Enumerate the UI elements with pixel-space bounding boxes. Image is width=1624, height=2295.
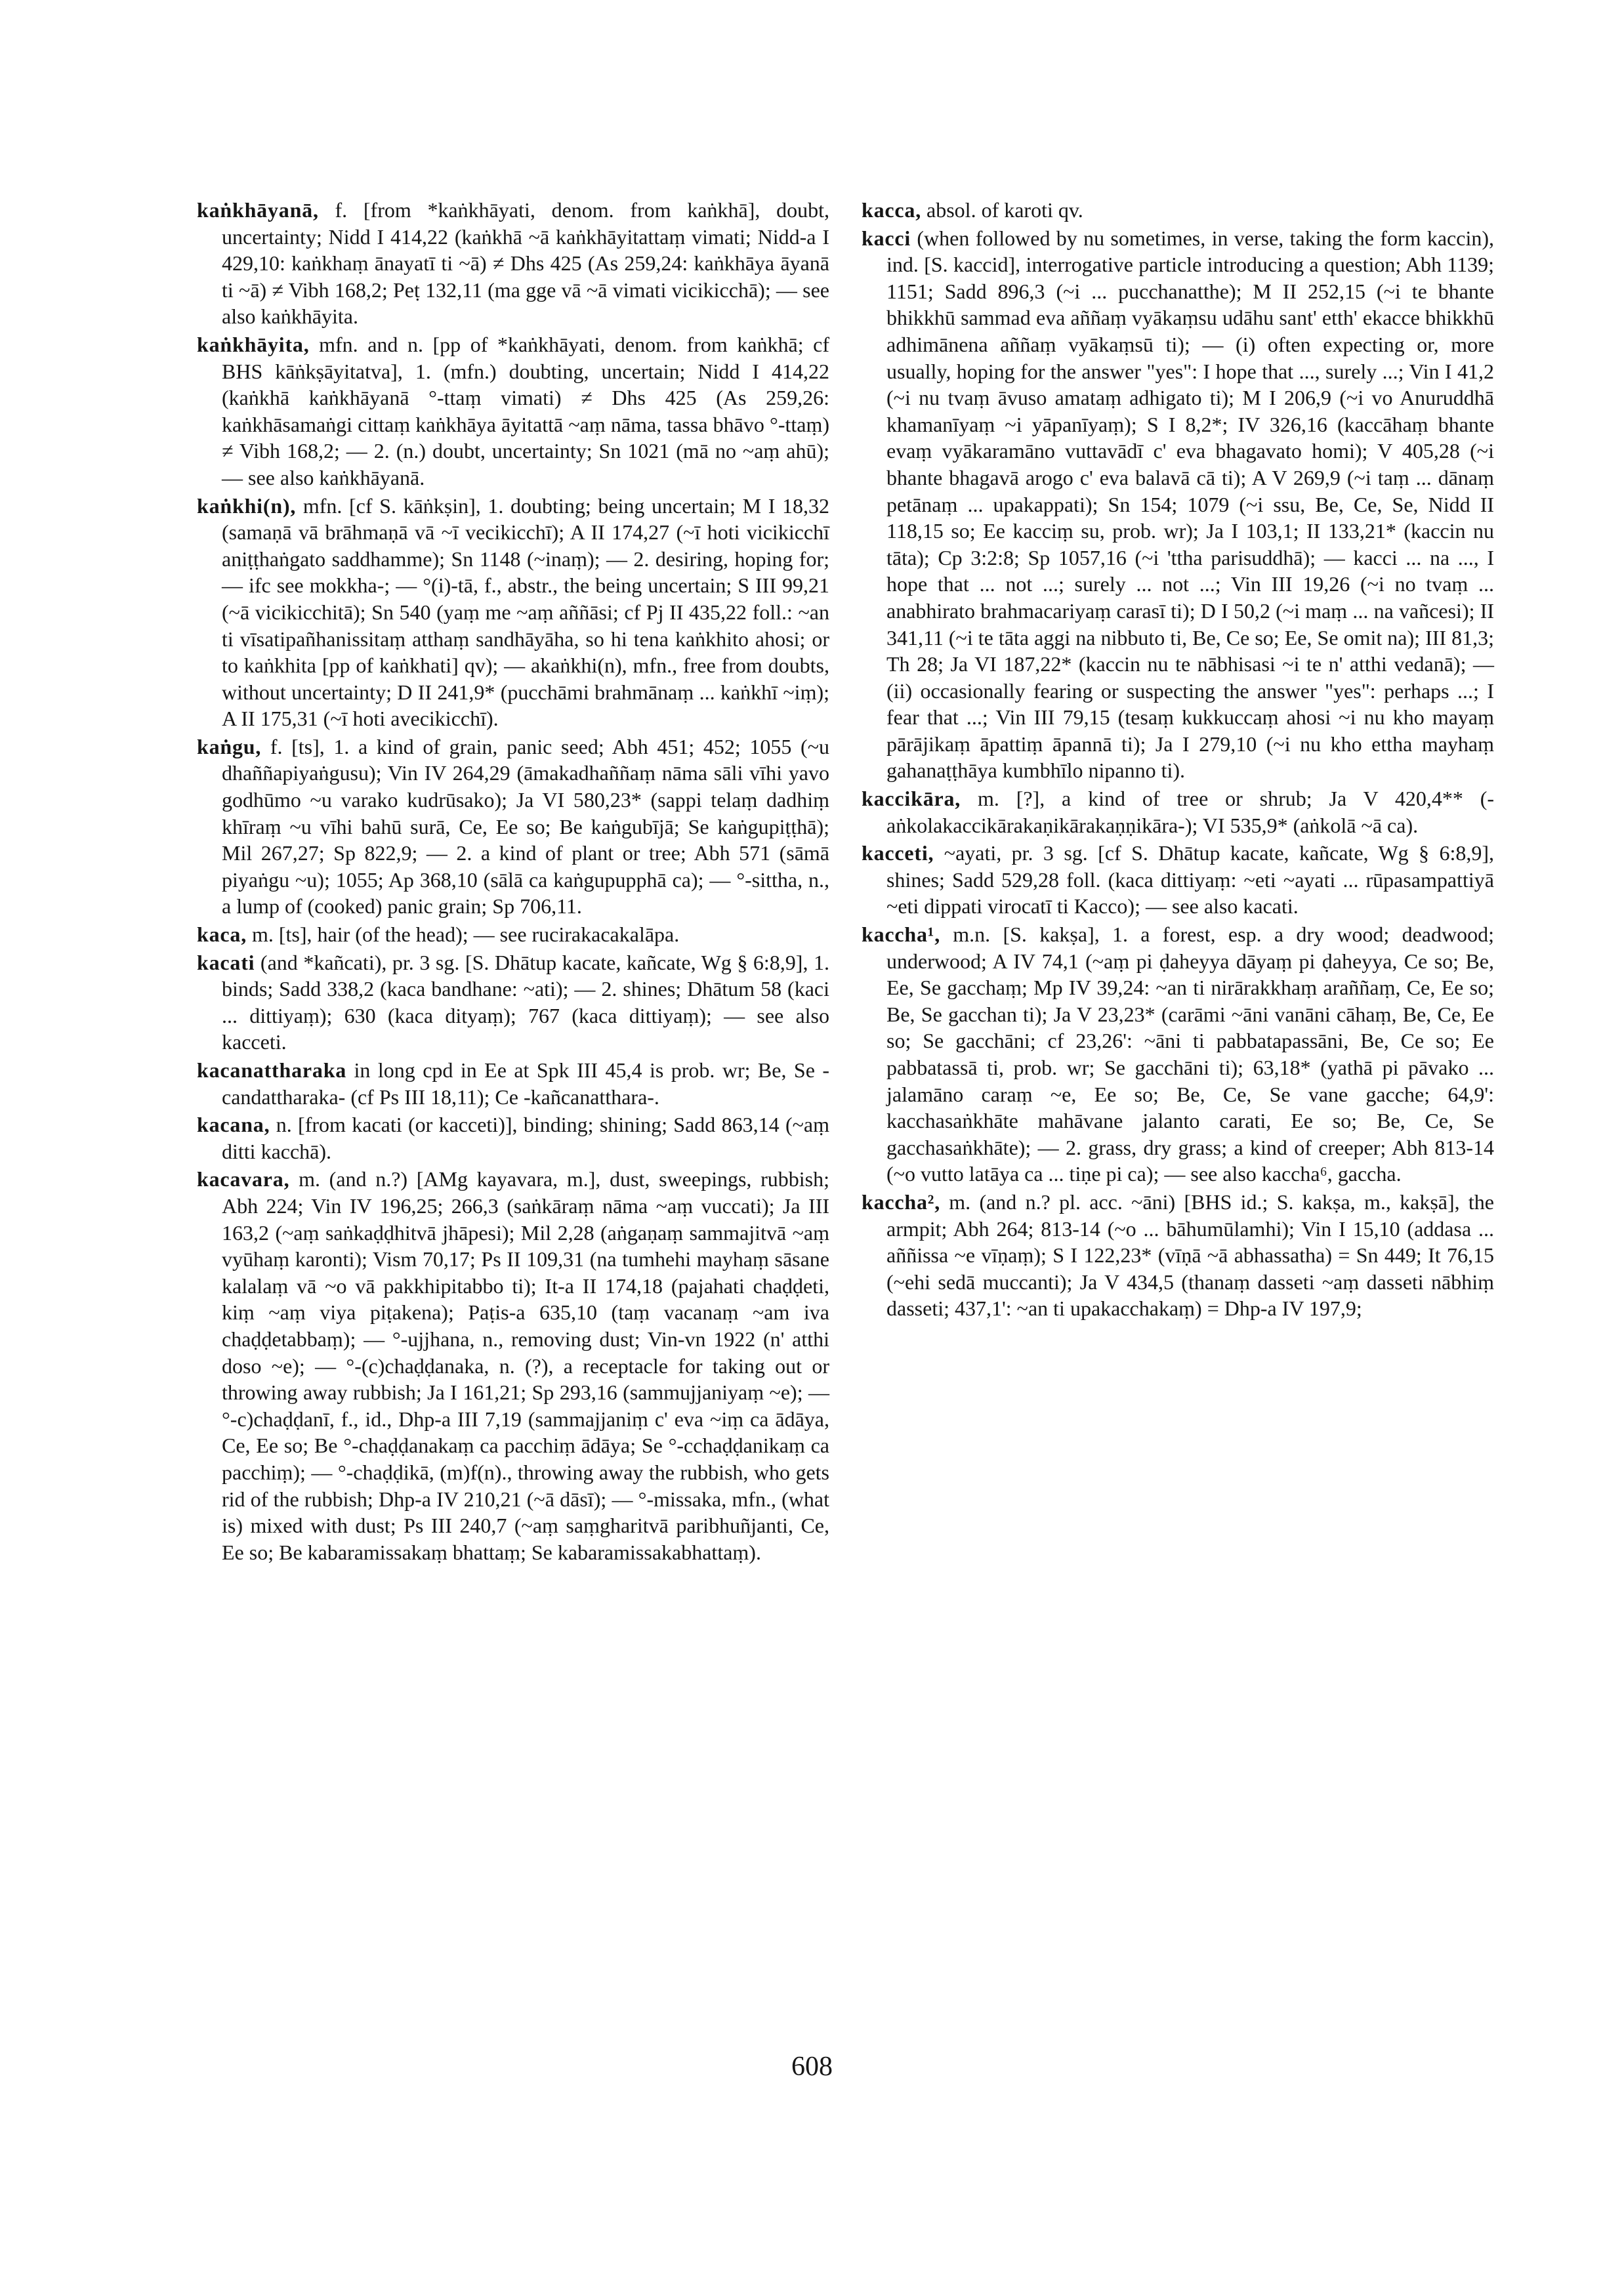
dictionary-entry xyxy=(197,1166,829,1565)
dictionary-entry xyxy=(197,197,829,330)
entry-headword: kaṅkhāyanā, xyxy=(197,198,319,222)
dictionary-entry xyxy=(862,840,1494,920)
entry-headword: kacanattharaka xyxy=(197,1058,347,1082)
dictionary-entry xyxy=(197,331,829,491)
dictionary-entry xyxy=(197,1057,829,1110)
dictionary-entry xyxy=(862,921,1494,1188)
dictionary-entry xyxy=(862,197,1494,224)
entry-body: absol. of karoti qv. xyxy=(921,198,1083,222)
dictionary-entry xyxy=(197,1111,829,1165)
entry-headword: kacana, xyxy=(197,1113,270,1137)
entry-body: m. [?], a kind of tree or shrub; Ja V 420,4** (-aṅkolakaccikārakaṇikārakaṇṇikāra-); VI 535,9* (aṅkolā ~ā ca). xyxy=(886,787,1494,837)
entry-headword: kacca, xyxy=(862,198,922,222)
entry-headword: kacavara, xyxy=(197,1167,290,1191)
dictionary-entry xyxy=(862,1189,1494,1322)
entry-headword: kaccha², xyxy=(862,1189,940,1214)
entry-body: (when followed by nu sometimes, in verse, taking the form kaccin), ind. [S. kaccid], interrogative particle introducing a question; Abh 1139; 1151; Sadd 896,3 (~i ... pucchanatthe); M II 252,15 (~i te bhante bhikkhū sammad eva aññaṃ vyākaṃsu udāhu sant' etth' ekacce bhikkhū adhimānena aññaṃ vyākaṃsū ti); — (i) often expecting or, more usually, hoping for the answer "yes": I hope that ..., surely ...; Vin I 41,2 (~i nu tvaṃ āvuso amataṃ adhigato ti); M I 206,9 (~i vo Anuruddhā khamanīyaṃ ~i yāpanīyaṃ); S I 8,2*; IV 326,16 (kaccāhaṃ bhante evaṃ vyākaramāno vuttavādī c' eva bhagavato homi); V 405,28 (~i bhante bhagavā arogo c' eva balavā cā ti); A V 269,9 (~i taṃ ... dānaṃ petānaṃ ... upakappati); Sn 154; 1079 (~i ssu, Be, Ce, Se, Nidd II 118,15 so; Ee kacciṃ su, prob. wr); Ja I 103,1; II 133,21* (kaccin nu tāta); Cp 3:2:8; Sp 1057,16 (~i 'ttha parisuddhā); — kacci ... na ..., I hope that ... not ...; surely ... not ...; Vin III 19,26 (~i no tvaṃ ... anabhirato brahmacariyaṃ carasī ti); D I 50,2 (~i maṃ ... na vañcesi); II 341,11 (~i te tāta aggi na nibbuto ti, Be, Ce so; Ee, Se omit na); III 81,3; Th 28; Ja VI 187,22* (kaccin nu te nābhisasi ~i te n' atthi vedanā); — (ii) occasionally fearing or suspecting the answer "yes": perhaps ...; I fear that ...; Vin III 79,15 (tesaṃ kukkuccaṃ ahosi ~i nu kho mayaṃ pārājikaṃ āpattiṃ āpannā ti); Ja I 279,10 (~i nu kho ettha mayhaṃ gahanaṭṭhāya kumbhīlo nipanno ti). xyxy=(886,226,1494,783)
entry-body: f. [ts], 1. a kind of grain, panic seed; Abh 451; 452; 1055 (~u dhaññapiyaṅgusu); Vin IV 264,29 (āmakadhaññaṃ nāma sāli vīhi yavo godhūmo ~u varako kudrūsako); Ja VI 580,23* (sappi telaṃ dadhiṃ khīraṃ ~u vīhi bahū surā, Ce, Ee so; Be kaṅgubījā; Se kaṅgupiṭṭhā); Mil 267,27; Sp 822,9; — 2. a kind of plant or tree; Abh 571 (sāmā piyaṅgu ~u); 1055; Ap 368,10 (sālā ca kaṅgupupphā ca); — °-sittha, n., a lump of (cooked) panic grain; Sp 706,11. xyxy=(222,734,829,919)
entry-headword: kaca, xyxy=(197,922,247,947)
entry-body: m. (and n.?) [AMg kayavara, m.], dust, sweepings, rubbish; Abh 224; Vin IV 196,25; 266,3 (saṅkāraṃ nāma ~aṃ vuccati); Ja III 163,2 (~aṃ saṅkaḍḍhitvā jhāpesi); Mil 2,28 (aṅgaṇaṃ sammajitvā ~aṃ vyūhaṃ karonti); Vism 70,17; Ps II 109,31 (na tumhehi mayhaṃ sāsane kalalaṃ vā ~o vā pakkhipitabbo ti); It-a II 174,18 (pajahati chaḍḍeti, kiṃ ~aṃ viya piṭakena); Paṭis-a 635,10 (taṃ vacanaṃ ~am iva chaḍḍetabbaṃ); — °-ujjhana, n., removing dust; Vin-vn 1922 (n' atthi doso ~e); — °-(c)chaḍḍanaka, n. (?), a receptacle for taking out or throwing away rubbish; Ja I 161,21; Sp 293,16 (sammujjaniyaṃ ~e); — °-c)chaḍḍanī, f., id., Dhp-a III 7,19 (sammajjaniṃ c' eva ~iṃ ca ādāya, Ce, Ee so; Be °-chaḍḍanakaṃ ca pacchiṃ ādāya; Se °-cchaḍḍanikaṃ ca pacchiṃ); — °-chaḍḍikā, (m)f(n)., throwing away the rubbish, who gets rid of the rubbish; Dhp-a IV 210,21 (~ā dāsī); — °-missaka, mfn., (what is) mixed with dust; Ps III 240,7 (~aṃ saṃgharitvā paribhuñjanti, Ce, Ee so; Be kabaramissakaṃ bhattaṃ; Se kabaramissakabhattaṃ). xyxy=(222,1167,829,1564)
left-column xyxy=(197,197,829,1567)
entry-headword: kaccha¹, xyxy=(862,922,940,947)
entry-headword: kacati xyxy=(197,950,255,974)
entry-body: m. (and n.? pl. acc. ~āni) [BHS id.; S. kakṣa, m., kakṣā], the armpit; Abh 264; 813-14 (~o ... bāhumūlamhi); Vin I 15,10 (addasa ... aññissa ~e vīṇaṃ); S I 122,23* (vīṇā ~ā abhassatha) = Sn 449; It 76,15 (~ehi sedā muccanti); Ja V 434,5 (thanaṃ dasseti ~aṃ dasseti nābhiṃ dasseti; 437,1': ~an ti upakacchakaṃ) = Dhp-a IV 197,9; xyxy=(886,1189,1494,1321)
entry-headword: kaṅkhāyita, xyxy=(197,332,310,356)
entry-headword: kaccikāra, xyxy=(862,787,961,811)
entry-body: ~ayati, pr. 3 sg. [cf S. Dhātup kacate, kañcate, Wg § 6:8,9], shines; Sadd 529,28 foll. (kaca dittiyaṃ: ~eti ~ayati ... rūpasampattiyā ~eti dippati virocatī ti Kacco); — see also kacati. xyxy=(886,841,1494,919)
entry-body: mfn. and n. [pp of *kaṅkhāyati, denom. from kaṅkhā; cf BHS kāṅkṣāyitatva], 1. (mfn.) doubting, uncertain; Nidd I 414,22 (kaṅkhā kaṅkhāyanā °-ttaṃ vimati) ≠ Dhs 425 (As 259,26: kaṅkhāsamaṅgi cittaṃ kaṅkhāya āyitattā ~aṃ nāma, tassa bhāvo °-ttaṃ) ≠ Vibh 168,2; — 2. (n.) doubt, uncertainty; Sn 1021 (mā no ~aṃ ahū); — see also kaṅkhāyanā. xyxy=(222,332,829,489)
entry-body: f. [from *kaṅkhāyati, denom. from kaṅkhā], doubt, uncertainty; Nidd I 414,22 (kaṅkhā ~ā kaṅkhāyitattaṃ vimati; Nidd-a I 429,10: kaṅkhaṃ ānayatī ti ~ā) ≠ Dhs 425 (As 259,24: kaṅkhāya āyanā ti ~ā) ≠ Vibh 168,2; Peṭ 132,11 (ma gge vā ~ā vimati vicikicchā); — see also kaṅkhāyita. xyxy=(222,198,829,329)
entry-body: (and *kañcati), pr. 3 sg. [S. Dhātup kacate, kañcate, Wg § 6:8,9], 1. binds; Sadd 338,2 (kaca bandhane: ~ati); — 2. shines; Dhātum 58 (kaci ... dittiyaṃ); 630 (kaca dityaṃ); 767 (kaca dittiyaṃ); — see also kacceti. xyxy=(222,950,829,1054)
entry-body: mfn. [cf S. kāṅkṣin], 1. doubting; being uncertain; M I 18,32 (samaṇā vā brāhmaṇā vā ~ī vecikicchī); A II 174,27 (~ī hoti vicikicchī aniṭṭhaṅgato saddhamme); Sn 1148 (~inaṃ); — 2. desiring, hoping for; — ifc see mokkha-; — °(i)-tā, f., abstr., the being uncertain; S III 99,21 (~ā vicikicchitā); Sn 540 (yaṃ me ~aṃ aññāsi; cf Pj II 435,22 foll.: ~an ti vīsatipañhanissitaṃ atthaṃ sandhāyāha, so hi tena kaṅkhito ahosi; or to kaṅkhita [pp of kaṅkhati] qv); — akaṅkhi(n), mfn., free from doubts, without uncertainty; D II 241,9* (pucchāmi brahmānaṃ ... kaṅkhī ~iṃ); A II 175,31 (~ī hoti avecikicchī). xyxy=(222,493,829,731)
entry-headword: kacci xyxy=(862,226,911,250)
entry-headword: kacceti, xyxy=(862,841,934,865)
right-column xyxy=(862,197,1494,1323)
dictionary-entry xyxy=(862,785,1494,838)
entry-headword: kaṅgu, xyxy=(197,734,262,758)
entry-headword: kaṅkhi(n), xyxy=(197,493,297,518)
entry-body: n. [from kacati (or kacceti)], binding; shining; Sadd 863,14 (~aṃ ditti kacchā). xyxy=(222,1113,829,1163)
entry-body: in long cpd in Ee at Spk III 45,4 is prob. wr; Be, Se -candattharaka- (cf Ps III 18,11); Ce -kañcanatthara-. xyxy=(222,1058,829,1109)
entry-body: m.n. [S. kakṣa], 1. a forest, esp. a dry wood; deadwood; underwood; A IV 74,1 (~aṃ pi ḍaheyya dāyaṃ pi ḍaheyya, Ce so; Be, Ee, Se gacchaṃ; Mp IV 39,24: ~an ti nirārakkhaṃ araññaṃ, Ce, Ee so; Be, Se gacchan ti); Ja V 23,23* (carāmi ~āni vanāni cāhaṃ, Be, Ce, Ee so; Se gacchāni; cf 23,26': ~āni ti pabbatapassāni, Be, Ce so; Ee pabbatassā ti, prob. wr; Se gacchāni ti); 63,18* (yathā pi pāvako ... jalamāno caraṃ ~e, Ee so; Be, Ce, Se vane gacche; 64,9': kacchasaṅkhāte mahāvane jalanto carati, Ee so; Be, Ce, Se gacchasaṅkhāte); — 2. grass, dry grass; a kind of creeper; Abh 813-14 (~o vutto latāya ca ... tiṇe pi ca); — see also kaccha⁶, gaccha. xyxy=(886,922,1494,1186)
dictionary-entry xyxy=(197,734,829,920)
entry-body: m. [ts], hair (of the head); — see rucirakacakalāpa. xyxy=(247,922,680,947)
dictionary-entry xyxy=(862,225,1494,784)
page-number: 608 xyxy=(791,2052,833,2082)
dictionary-entry xyxy=(197,949,829,1056)
dictionary-entry xyxy=(197,921,829,948)
dictionary-entry xyxy=(197,493,829,732)
